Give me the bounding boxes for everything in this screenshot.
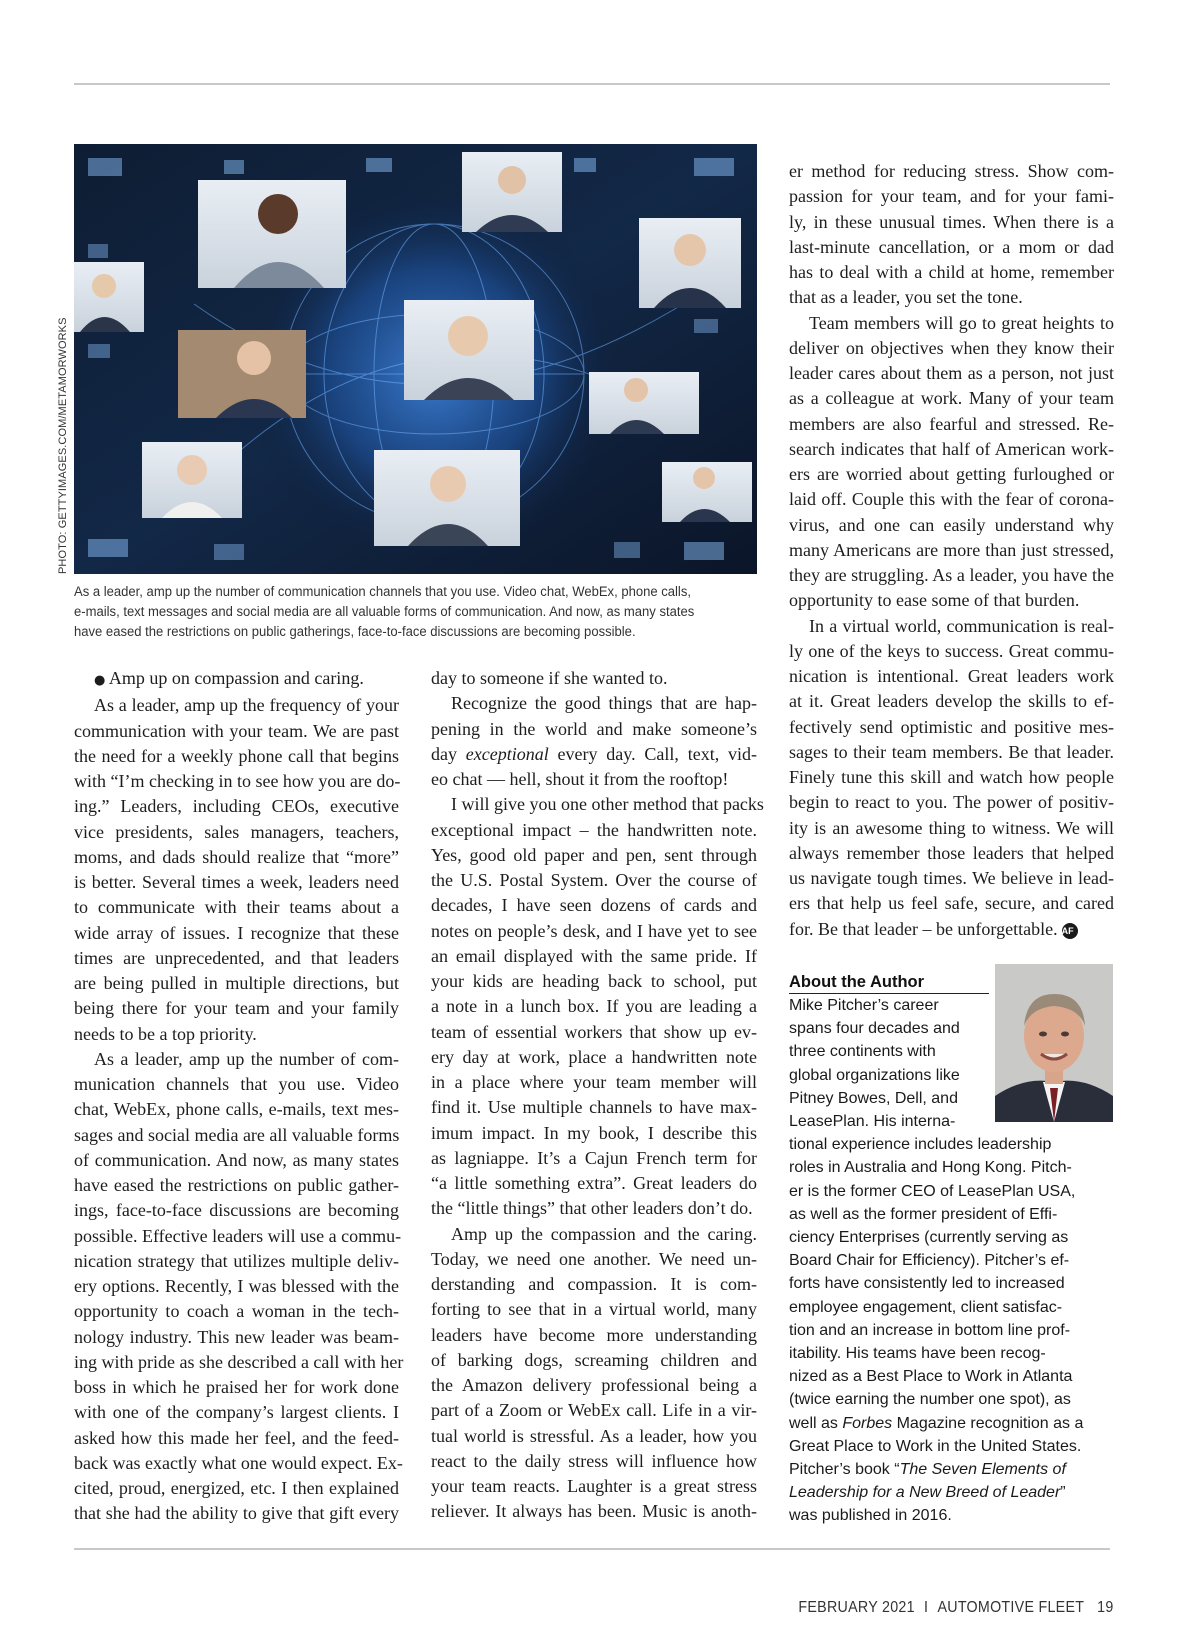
text-line: of barking dogs, screaming children and [431,1349,757,1370]
paragraph [431,792,764,1221]
text-line: Yes, good old paper and pen, sent through [431,844,757,865]
text-line: tion and an increase in bottom line prof- [789,1321,1071,1339]
text-line: eo chat — hell, shout it from the rooftop! [431,769,729,789]
text-line: that she had the ability to give that gift every [74,1503,399,1524]
text-line: Team members will go to great heights to [809,312,1114,333]
text-line: boss in which he praised her for work done [74,1377,399,1397]
magazine-name: AUTOMOTIVE FLEET [937,1599,1085,1616]
text-line: er method for reducing stress. Show com- [789,161,1114,181]
text-line [789,1412,1083,1435]
text-line: team of essential workers that show up ev- [431,1021,757,1042]
text-line: asked how this made her feel, and the feed- [74,1427,399,1448]
text-line: itability. His teams have been recog- [789,1345,1046,1363]
text-line: passion for your team, and for your fami- [789,186,1114,207]
text-line: Mike Pitcher’s career [789,997,939,1014]
text-line: the U.S. Postal System. Over the course of [431,870,757,890]
article-column-2 [431,666,764,1525]
text-line: decades, I have seen dozens of cards and [431,895,757,916]
text-run: Pitcher’s book “ [789,1461,900,1479]
text-line: with “I’m checking in to see how you are do- [74,771,401,791]
text-line: Board Chair for Efficiency). Pitcher’s ef- [789,1252,1070,1270]
paragraph [74,693,399,1047]
text-line: begin to react to you. The power of positiv- [789,792,1114,813]
text-line: sages and social media are all valuable forms [74,1124,400,1145]
text-line: Pitney Bowes, Dell, and [789,1089,958,1107]
text-line: nized as a Best Place to Work in Atlanta [789,1368,1073,1386]
caption-line: have eased the restrictions on public gatherings, face-to-face discussions are becoming possible. [74,624,636,640]
text-line: Today, we need one another. We need un- [431,1248,757,1269]
text-line: has to deal with a child at home, remember [789,262,1114,282]
text-line: ciency Enterprises (currently serving as [789,1229,1069,1247]
text-line: find it. Use multiple channels to have max- [431,1097,757,1118]
text-run: Magazine recognition as a [892,1414,1084,1432]
paragraph [431,691,757,792]
text-run: ” [1060,1484,1066,1502]
top-rule [74,83,1110,85]
text-run: for. Be that leader – be unforgettable. [789,918,1058,939]
footer-separator: I [924,1599,929,1616]
text-line: last-minute cancellation, or a mom or dad [789,236,1114,257]
text-line: As a leader, amp up the frequency of your [94,695,399,716]
text-line: ly one of the keys to success. Great commu- [789,640,1114,661]
text-line: your kids are heading back to school, put [431,971,757,991]
text-line: exceptional impact – the handwritten note. [431,819,757,840]
text-line: your team reacts. Laughter is a great stress [431,1476,757,1496]
text-line: that as a leader, you set the tone. [789,287,1023,308]
text-line: “a little something extra”. Great leaders do [431,1173,757,1193]
text-line: laid off. Couple this with the fear of corona- [789,489,1114,510]
text-line: imum impact. In my book, I describe this [431,1122,757,1143]
text-line: employee engagement, client satisfac- [789,1298,1063,1316]
emphasis-text: exceptional [465,743,549,764]
text-line: times are unprecedented, and that leaders [74,947,399,968]
text-line: forts have consistently led to increased [789,1275,1065,1293]
text-line: nication is intentional. Great leaders work [789,666,1114,686]
text-line: day to someone if she wanted to. [431,668,668,688]
article-photo [74,144,757,574]
text-line: being there for your team and your family [74,998,399,1019]
photo-credit: PHOTO: GETTYIMAGES.COM/METAMORWORKS [57,317,69,574]
text-line: pening in the world and make someone’s [431,718,757,739]
text-line: ity is an awesome thing to witness. We will [789,817,1114,838]
text-line: LeasePlan. His interna- [789,1113,956,1131]
bullet-icon: ● [94,673,106,688]
text-line: with one of the company’s largest clients. I [74,1402,399,1423]
paragraph [74,1047,404,1527]
page-number: 19 [1097,1599,1114,1616]
text-line: munication channels that you use. Video [74,1074,399,1094]
text-line: In a virtual world, communication is real- [809,615,1114,636]
text-line: three continents with [789,1043,936,1061]
text-line: cited, proud, energized, etc. I then explained [74,1478,399,1498]
text-line: always remember those leaders that helped [789,842,1114,863]
issue-date: FEBRUARY 2021 [798,1599,916,1616]
text-line: Finely tune this skill and watch how people [789,767,1114,787]
text-line: ing with pride as she described a call with her [74,1351,404,1372]
text-line: chat, WebEx, phone calls, e-mails, text mes- [74,1099,399,1120]
text-line: ers are worried about getting furloughed or [789,464,1114,484]
text-line: tional experience includes leadership [789,1136,1052,1154]
text-line: at it. Great leaders develop the skills to ef- [789,691,1114,712]
text-line: opportunity to coach a woman in the tech- [74,1301,399,1322]
text-line: global organizations like [789,1066,960,1084]
text-line: possible. Effective leaders will use a commu- [74,1225,402,1246]
about-author-body [789,994,1083,1528]
text-line: have eased the restrictions on public gather- [74,1175,399,1195]
text-line: (twice earning the number one spot), as [789,1391,1071,1409]
text-line: communication with your team. We are past [74,720,399,741]
text-line [789,1458,1083,1481]
text-line: virus, and one can easily understand why [789,514,1114,535]
text-line: Amp up the compassion and the caring. [451,1223,757,1244]
text-line: a note in a lunch box. If you are leading a [431,996,757,1017]
text-line: leader cares about them as a person, not just [789,363,1114,383]
text-line: the need for a weekly phone call that begins [74,745,399,766]
text-line: the Amazon delivery professional being a [431,1375,757,1395]
paragraph [789,159,1114,311]
text-run: every day. Call, text, vid- [548,743,757,764]
text-line: nology industry. This new leader was beam- [74,1326,399,1347]
text-line: moms, and dads should realize that “more” [74,846,399,867]
text-line: the “little things” that other leaders don’t do. [431,1198,753,1219]
text-line: as a colleague at work. Many of your team [789,388,1114,409]
text-line: I will give you one other method that packs [451,794,764,815]
text-line: as lagniappe. It’s a Cajun French term for [431,1147,757,1168]
about-author-heading: About the Author [789,972,989,994]
text-line: ings, face-to-face discussions are becoming [74,1200,399,1221]
text-line: they are struggling. As a leader, you have the [789,565,1114,585]
text-line: roles in Australia and Hong Kong. Pitch- [789,1159,1072,1177]
paragraph [789,614,1114,942]
text-line: derstanding and compassion. It is com- [431,1274,757,1294]
bottom-rule [74,1548,1110,1550]
text-line: of communication. And now, as many states [74,1149,399,1170]
text-line: ery options. Recently, I was blessed with the [74,1276,399,1296]
text-run: well as [789,1414,843,1432]
text-line: us navigate tough times. We believe in lead- [789,868,1114,888]
bullet-text: Amp up on compassion and caring. [108,668,364,688]
paragraph [789,311,1114,614]
caption-line: e-mails, text messages and social media are all valuable forms of communication. And now, as many states [74,604,695,620]
text-line: nication strategy that utilizes multiple deliv- [74,1250,399,1271]
text-line: spans four decades and [789,1020,960,1038]
paragraph [431,1222,757,1525]
photo-caption [74,582,709,642]
text-line: to communicate with their teams about a [74,897,399,918]
text-line: many Americans are more than just stressed, [789,539,1114,560]
book-title: Leadership for a New Breed of Leader [789,1484,1061,1502]
bullet-line [74,666,399,693]
caption-line: As a leader, amp up the number of communication channels that you use. Video chat, WebEx, phone calls, [74,584,691,600]
text-line: an email displayed with the same pride. If [431,945,757,966]
text-line: leaders have become more understanding [431,1324,757,1345]
text-line: part of a Zoom or WebEx call. Life in a vir- [431,1400,757,1421]
text-line: search indicates that half of American work- [789,438,1114,459]
article-column-1 [74,666,404,1527]
text-line: wide array of issues. I recognize that these [74,922,399,943]
text-line: are being pulled in multiple directions, but [74,973,399,993]
text-line: as well as the former president of Effi- [789,1205,1058,1223]
text-line: ing.” Leaders, including CEOs, executive [74,796,399,817]
text-line: back was exactly what one would expect. Ex- [74,1452,403,1473]
text-line: vice presidents, sales managers, teachers, [74,821,399,842]
text-line: sages to their team members. Be that leader. [789,741,1114,762]
text-line: fectively send optimistic and positive mes- [789,716,1114,737]
text-line: in a place where your team member will [431,1072,757,1092]
text-line [789,917,1114,942]
text-line: reliever. It always has been. Music is anoth- [431,1501,757,1522]
text-line: er is the former CEO of LeasePlan USA, [789,1182,1076,1200]
page-footer [799,1599,1114,1617]
text-line: ery day at work, place a handwritten note [431,1046,757,1067]
text-line: notes on people’s desk, and I have yet to see [431,920,757,941]
text-line [789,1481,1083,1504]
text-line: needs to be a top priority. [74,1023,257,1044]
text-line: ly, in these unusual times. When there is a [789,211,1114,232]
article-column-3 [789,159,1114,942]
text-line: was published in 2016. [789,1507,952,1525]
emphasis-text: Forbes [842,1414,893,1432]
text-line: Great Place to Work in the United States. [789,1437,1082,1455]
book-title: The Seven Elements of [899,1461,1066,1479]
text-line: Recognize the good things that are hap- [451,693,757,714]
text-line: forting to see that in a virtual world, many [431,1299,757,1320]
text-line [431,742,757,767]
text-line: deliver on objectives when they know their [789,337,1114,358]
text-line: opportunity to ease some of that burden. [789,590,1080,611]
text-line: members are also fearful and stressed. Re- [789,413,1114,434]
end-of-article-icon: AF [1062,923,1078,939]
text-line: ers that help us feel safe, secure, and cared [789,893,1114,914]
text-line: As a leader, amp up the number of com- [94,1048,399,1069]
text-run: day [431,743,466,764]
text-line: react to the daily stress will influence how [431,1450,757,1471]
text-line: tual world is stressful. As a leader, how you [431,1425,757,1446]
text-line: is better. Several times a week, leaders need [74,872,399,892]
